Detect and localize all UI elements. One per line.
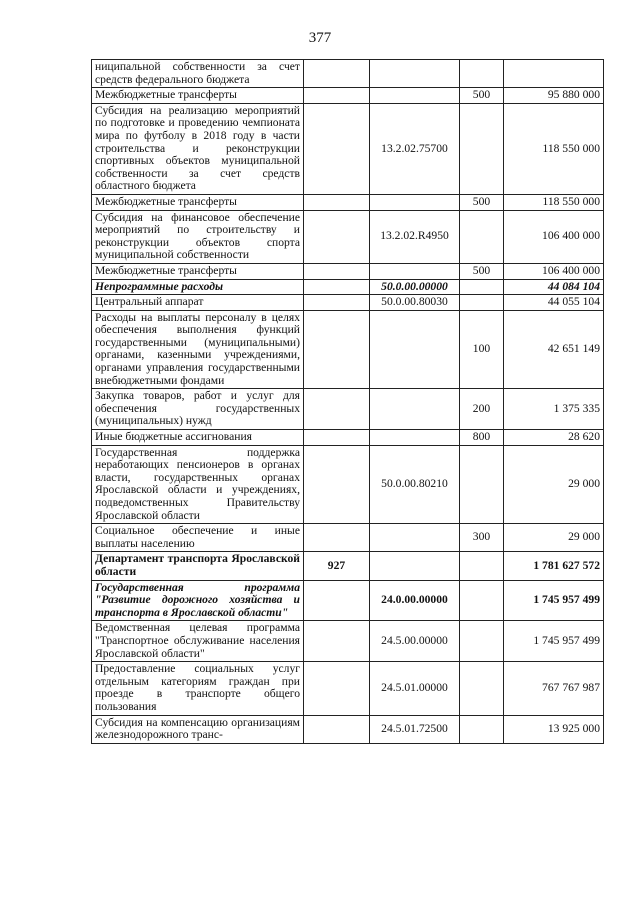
row-expense-type-cell (460, 210, 504, 263)
row-department-cell (304, 621, 370, 662)
row-expense-type-cell (460, 103, 504, 194)
row-expense-type-cell (460, 580, 504, 621)
row-name-cell: Государственная программа "Развитие дорожного хозяйства и транспорта в Ярославской области" (92, 580, 304, 621)
row-target-code-cell: 13.2.02.75700 (370, 103, 460, 194)
row-target-code-cell: 13.2.02.R4950 (370, 210, 460, 263)
row-expense-type-cell: 500 (460, 88, 504, 104)
row-amount-cell: 95 880 000 (504, 88, 604, 104)
row-department-cell: 927 (304, 552, 370, 580)
table-row (92, 194, 604, 210)
row-expense-type-cell (460, 621, 504, 662)
row-target-code-cell: 24.5.01.00000 (370, 662, 460, 715)
row-department-cell (304, 310, 370, 389)
row-name-cell: Ведомственная целевая программа "Транспортное обслуживание населения Ярославской области" (92, 621, 304, 662)
row-department-cell (304, 662, 370, 715)
row-name-cell: Субсидия на компенсацию организациям железнодорожного транс- (92, 715, 304, 743)
row-amount-cell: 29 000 (504, 524, 604, 552)
table-row (92, 279, 604, 295)
row-target-code-cell: 24.0.00.00000 (370, 580, 460, 621)
row-target-code-cell (370, 60, 460, 88)
row-amount-cell: 767 767 987 (504, 662, 604, 715)
row-department-cell (304, 430, 370, 446)
row-expense-type-cell (460, 279, 504, 295)
row-target-code-cell: 50.0.00.80030 (370, 295, 460, 311)
row-target-code-cell (370, 310, 460, 389)
row-amount-cell: 118 550 000 (504, 103, 604, 194)
row-department-cell (304, 210, 370, 263)
row-target-code-cell (370, 552, 460, 580)
table-row (92, 430, 604, 446)
page-number: 377 (308, 30, 332, 46)
budget-table-body (92, 60, 604, 744)
row-name-cell: Субсидия на реализацию мероприятий по подготовке и проведению чемпионата мира по футболу в 2018 году в части строительства и реконструкции спортивных объектов муниципальной собственности за счет средств областного бюджета (92, 103, 304, 194)
table-row (92, 621, 604, 662)
row-expense-type-cell: 100 (460, 310, 504, 389)
row-amount-cell: 29 000 (504, 445, 604, 524)
row-department-cell (304, 715, 370, 743)
row-expense-type-cell (460, 295, 504, 311)
budget-table (91, 59, 604, 744)
row-department-cell (304, 445, 370, 524)
row-name-cell: Межбюджетные трансферты (92, 263, 304, 279)
row-amount-cell: 44 084 104 (504, 279, 604, 295)
table-row (92, 60, 604, 88)
row-target-code-cell (370, 88, 460, 104)
row-amount-cell: 106 400 000 (504, 263, 604, 279)
row-amount-cell: 42 651 149 (504, 310, 604, 389)
row-name-cell: ниципальной собственности за счет средств федерального бюджета (92, 60, 304, 88)
table-row (92, 715, 604, 743)
table-row (92, 662, 604, 715)
row-expense-type-cell (460, 60, 504, 88)
row-department-cell (304, 580, 370, 621)
table-row (92, 210, 604, 263)
row-department-cell (304, 60, 370, 88)
row-name-cell: Предоставление социальных услуг отдельным категориям граждан при проезде в транспорте общего пользования (92, 662, 304, 715)
row-department-cell (304, 279, 370, 295)
row-expense-type-cell: 300 (460, 524, 504, 552)
table-row (92, 445, 604, 524)
row-expense-type-cell: 800 (460, 430, 504, 446)
table-row (92, 103, 604, 194)
row-expense-type-cell: 200 (460, 389, 504, 430)
row-department-cell (304, 194, 370, 210)
row-name-cell: Непрограммные расходы (92, 279, 304, 295)
row-department-cell (304, 263, 370, 279)
row-expense-type-cell: 500 (460, 263, 504, 279)
row-target-code-cell: 50.0.00.80210 (370, 445, 460, 524)
row-amount-cell: 28 620 (504, 430, 604, 446)
row-expense-type-cell (460, 715, 504, 743)
row-amount-cell: 44 055 104 (504, 295, 604, 311)
row-department-cell (304, 524, 370, 552)
row-amount-cell: 106 400 000 (504, 210, 604, 263)
table-row (92, 580, 604, 621)
row-name-cell: Межбюджетные трансферты (92, 88, 304, 104)
row-target-code-cell: 24.5.01.72500 (370, 715, 460, 743)
table-row (92, 263, 604, 279)
row-name-cell: Закупка товаров, работ и услуг для обеспечения государственных (муниципальных) нужд (92, 389, 304, 430)
row-expense-type-cell (460, 552, 504, 580)
row-target-code-cell (370, 263, 460, 279)
row-department-cell (304, 88, 370, 104)
row-target-code-cell: 50.0.00.00000 (370, 279, 460, 295)
row-name-cell: Департамент транспорта Ярославской области (92, 552, 304, 580)
row-target-code-cell (370, 524, 460, 552)
row-amount-cell (504, 60, 604, 88)
row-expense-type-cell: 500 (460, 194, 504, 210)
row-target-code-cell (370, 194, 460, 210)
row-target-code-cell (370, 430, 460, 446)
table-row (92, 524, 604, 552)
row-department-cell (304, 103, 370, 194)
row-expense-type-cell (460, 445, 504, 524)
row-name-cell: Социальное обеспечение и иные выплаты населению (92, 524, 304, 552)
table-row (92, 88, 604, 104)
row-name-cell: Субсидия на финансовое обеспечение мероприятий по строительству и реконструкции объектов спорта муниципальной собственности (92, 210, 304, 263)
row-amount-cell: 118 550 000 (504, 194, 604, 210)
row-expense-type-cell (460, 662, 504, 715)
table-row (92, 310, 604, 389)
row-amount-cell: 13 925 000 (504, 715, 604, 743)
row-department-cell (304, 389, 370, 430)
table-row (92, 389, 604, 430)
row-name-cell: Иные бюджетные ассигнования (92, 430, 304, 446)
row-name-cell: Межбюджетные трансферты (92, 194, 304, 210)
row-name-cell: Центральный аппарат (92, 295, 304, 311)
row-amount-cell: 1 781 627 572 (504, 552, 604, 580)
row-target-code-cell (370, 389, 460, 430)
table-row (92, 552, 604, 580)
row-name-cell: Расходы на выплаты персоналу в целях обеспечения выполнения функций государственными (муниципальными) органами, казенными учреждениями, органами управления государственными внебюджетными фондами (92, 310, 304, 389)
table-row (92, 295, 604, 311)
row-amount-cell: 1 375 335 (504, 389, 604, 430)
row-amount-cell: 1 745 957 499 (504, 621, 604, 662)
row-name-cell: Государственная поддержка неработающих пенсионеров в органах власти, государственных органах Ярославской области и учреждениях, подведомственных Правительству Ярославской области (92, 445, 304, 524)
row-amount-cell: 1 745 957 499 (504, 580, 604, 621)
row-target-code-cell: 24.5.00.00000 (370, 621, 460, 662)
row-department-cell (304, 295, 370, 311)
